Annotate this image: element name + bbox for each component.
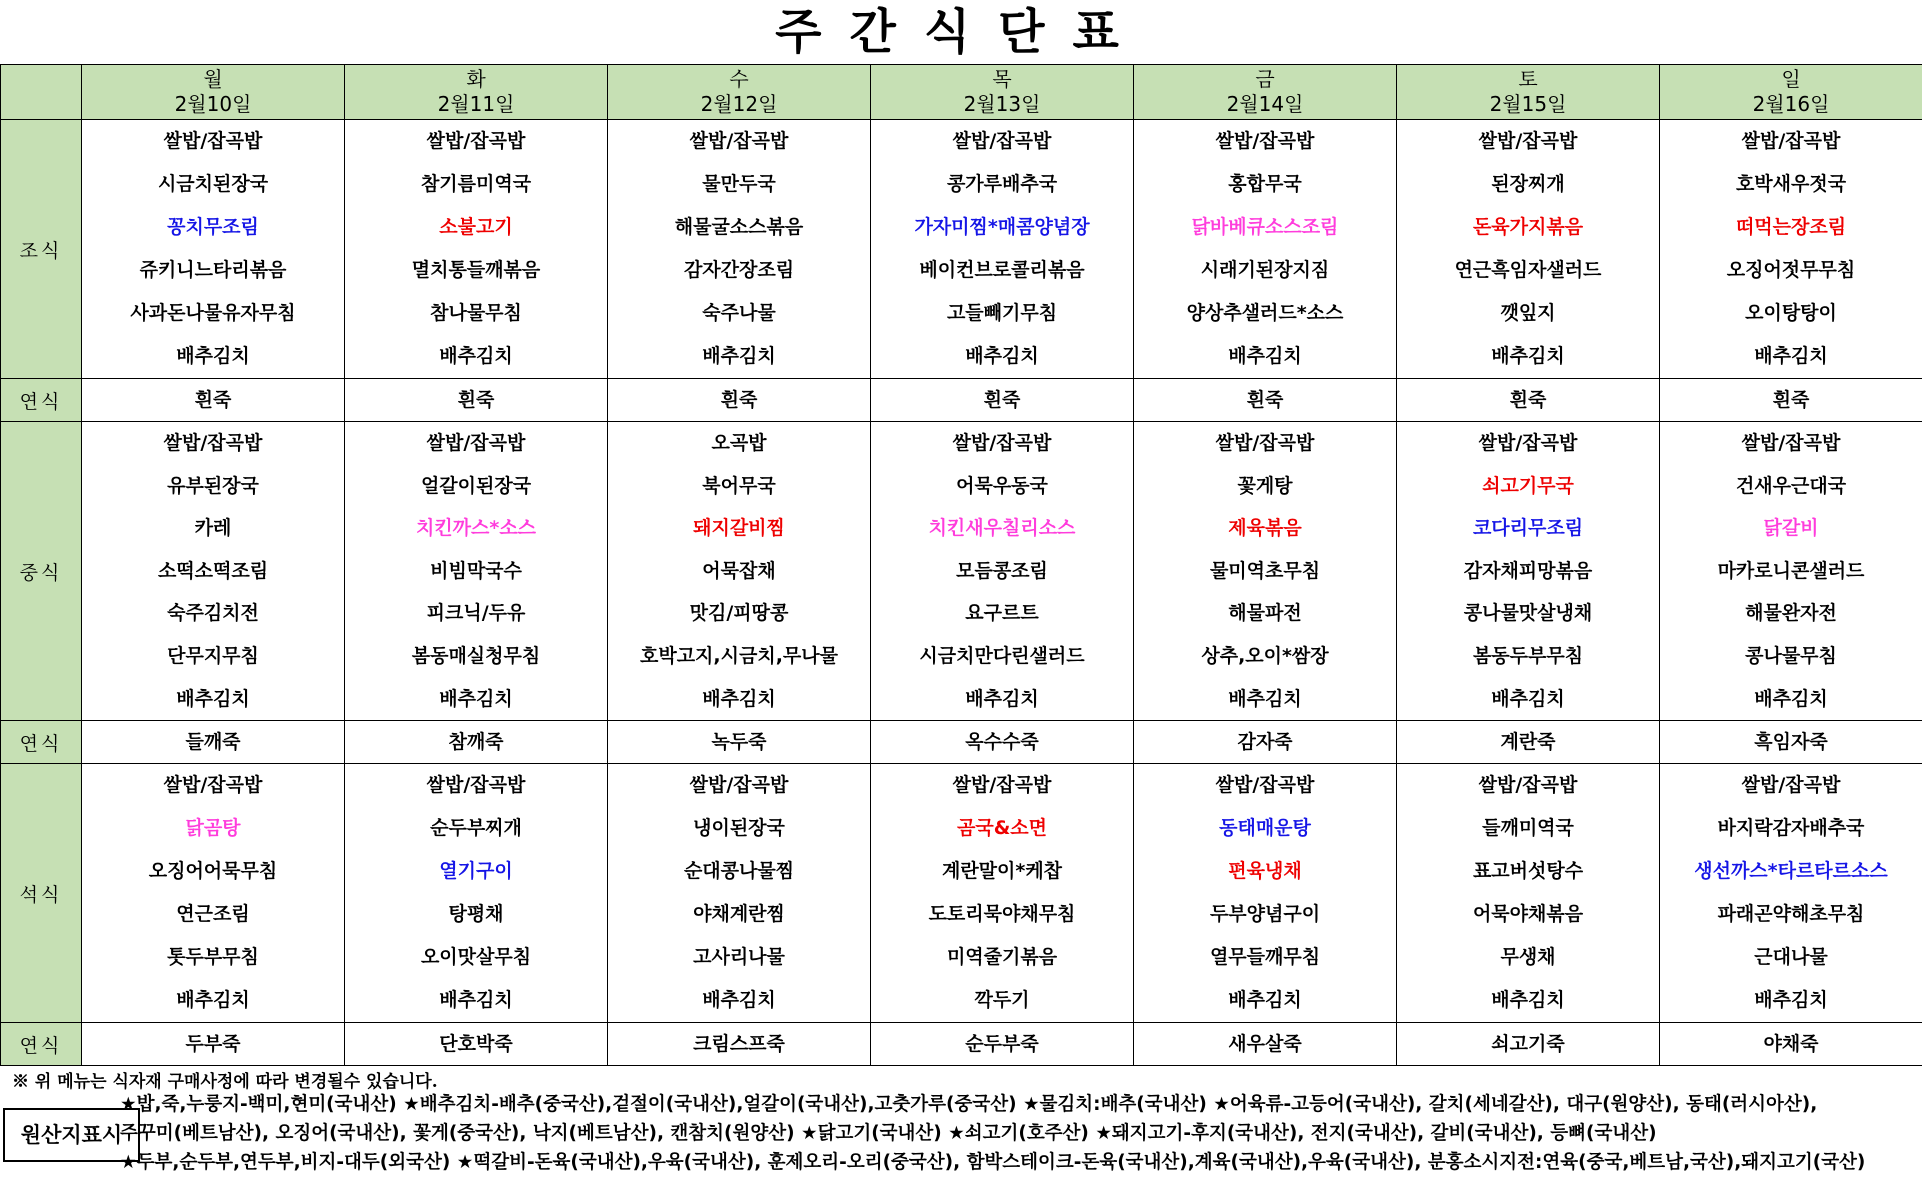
meal-cell (608, 721, 871, 764)
meal-cell (871, 721, 1134, 764)
dish-item: 깍두기 (974, 989, 1030, 1012)
meal-cell (871, 120, 1134, 379)
dish-item: 쌀밥/잡곡밥 (689, 774, 789, 797)
dish-item: 단호박죽 (439, 1033, 513, 1056)
day-date: 2월14일 (1226, 92, 1304, 116)
meal-cell (608, 422, 871, 721)
dish-item: 쌀밥/잡곡밥 (952, 432, 1052, 454)
dish-item: 해물파전 (1228, 602, 1302, 625)
dish-item: 얼갈이된장국 (420, 474, 532, 497)
meal-cell (345, 422, 608, 721)
day-name: 금 (1255, 67, 1275, 91)
dish-item: 닭곰탕 (185, 817, 241, 840)
dish-item: 떠먹는장조림 (1735, 216, 1847, 238)
meal-cell (1660, 764, 1922, 1023)
dish-item: 닭바베큐소스조림 (1191, 216, 1339, 238)
dish-item: 크림스프죽 (693, 1033, 785, 1056)
day-name: 수 (729, 67, 749, 91)
dish-item: 계란말이*케찹 (941, 860, 1063, 883)
meal-cell (1134, 379, 1397, 422)
dish-item: 참깨죽 (448, 731, 504, 754)
meal-label: 연식 (1, 1023, 82, 1066)
dish-item: 쌀밥/잡곡밥 (1215, 774, 1315, 797)
dish-item: 제육볶음 (1228, 517, 1302, 540)
dish-item: 편육냉채 (1228, 860, 1302, 883)
dish-item: 배추김치 (1228, 345, 1302, 367)
dish-item: 해물굴소스볶음 (674, 216, 804, 238)
dish-item: 해물완자전 (1745, 602, 1837, 625)
dish-item: 흰죽 (720, 389, 758, 411)
day-header (1660, 65, 1922, 120)
dish-item: 꽃게탕 (1237, 474, 1293, 497)
meal-cell (345, 764, 608, 1023)
dish-item: 쌀밥/잡곡밥 (163, 432, 263, 454)
dish-item: 쌀밥/잡곡밥 (1478, 130, 1578, 152)
dish-item: 배추김치 (1491, 687, 1565, 710)
dish-item: 어묵우동국 (956, 474, 1048, 497)
dish-item: 닭갈비 (1763, 517, 1819, 540)
dish-item: 무생채 (1500, 946, 1556, 969)
dish-item: 쌀밥/잡곡밥 (1478, 774, 1578, 797)
dish-item: 흰죽 (1246, 389, 1284, 411)
dish-item: 콩나물무침 (1745, 644, 1837, 667)
dish-item: 쌀밥/잡곡밥 (426, 774, 526, 797)
meal-row (1, 120, 1922, 379)
dish-item: 쇠고기죽 (1491, 1033, 1565, 1056)
meal-cell (871, 1023, 1134, 1066)
dish-item: 쌀밥/잡곡밥 (952, 774, 1052, 797)
meal-cell (1134, 764, 1397, 1023)
dish-item: 쇠고기무국 (1482, 474, 1574, 497)
dish-item: 동태매운탕 (1219, 817, 1311, 840)
dish-item: 녹두죽 (711, 731, 767, 754)
meal-cell (1660, 379, 1922, 422)
dish-item: 연근흑임자샐러드 (1454, 259, 1602, 281)
dish-item: 탕평채 (448, 903, 504, 926)
meal-cell (871, 764, 1134, 1023)
dish-item: 들깨죽 (185, 731, 241, 754)
dish-item: 새우살죽 (1228, 1033, 1302, 1056)
meal-cell (608, 379, 871, 422)
dish-item: 파래곤약해초무침 (1717, 903, 1865, 926)
dish-item: 시금치만다린샐러드 (919, 644, 1085, 667)
meal-cell (345, 379, 608, 422)
day-date: 2월16일 (1752, 92, 1830, 116)
dish-item: 근대나물 (1754, 946, 1828, 969)
day-header (1397, 65, 1660, 120)
meal-cell (1397, 721, 1660, 764)
dish-item: 쌀밥/잡곡밥 (689, 130, 789, 152)
dish-item: 배추김치 (176, 989, 250, 1012)
dish-item: 맛김/피땅콩 (689, 602, 789, 625)
dish-item: 흰죽 (457, 389, 495, 411)
dish-item: 비빔막국수 (430, 559, 522, 582)
dish-item: 생선까스*타르타르소스 (1694, 860, 1888, 883)
dish-item: 상추,오이*쌈장 (1201, 644, 1329, 667)
dish-item: 고들빼기무침 (946, 302, 1058, 324)
dish-item: 고사리나물 (693, 946, 785, 969)
dish-item: 곰국&소면 (957, 817, 1047, 840)
dish-item: 쥬키니느타리볶음 (139, 259, 287, 281)
dish-item: 배추김치 (965, 345, 1039, 367)
dish-item: 물미역초무침 (1209, 559, 1321, 582)
dish-item: 오곡밥 (711, 432, 767, 454)
dish-item: 봄동매실청무침 (411, 644, 541, 667)
dish-item: 콩나물맛살냉채 (1463, 602, 1593, 625)
dish-item: 쌀밥/잡곡밥 (952, 130, 1052, 152)
dish-item: 멸치통들깨볶음 (411, 259, 541, 281)
meal-cell (1660, 422, 1922, 721)
meal-cell (608, 764, 871, 1023)
meal-cell (345, 1023, 608, 1066)
dish-item: 쌀밥/잡곡밥 (426, 130, 526, 152)
meal-cell (1660, 1023, 1922, 1066)
day-header-row (1, 65, 1922, 120)
dish-item: 순두부죽 (965, 1033, 1039, 1056)
dish-item: 북어무국 (702, 474, 776, 497)
day-name: 일 (1781, 67, 1801, 91)
header-corner (1, 65, 82, 120)
dish-item: 코다리무조림 (1472, 517, 1584, 540)
dish-item: 양상추샐러드*소스 (1186, 302, 1344, 324)
dish-item: 연근조림 (176, 903, 250, 926)
dish-item: 배추김치 (439, 345, 513, 367)
dish-item: 홍합무국 (1228, 173, 1302, 195)
dish-item: 표고버섯탕수 (1472, 860, 1584, 883)
meal-cell (871, 422, 1134, 721)
dish-item: 도토리묵야채무침 (928, 903, 1076, 926)
day-date: 2월10일 (174, 92, 252, 116)
day-name: 월 (203, 67, 223, 91)
dish-item: 흰죽 (983, 389, 1021, 411)
dish-item: 두부죽 (185, 1033, 241, 1056)
dish-item: 옥수수죽 (965, 731, 1039, 754)
dish-item: 톳두부무침 (167, 946, 259, 969)
dish-item: 피크닉/두유 (426, 602, 526, 625)
dish-item: 배추김치 (965, 687, 1039, 710)
meal-cell (871, 379, 1134, 422)
dish-item: 쌀밥/잡곡밥 (426, 432, 526, 454)
day-header (1134, 65, 1397, 120)
dish-item: 쌀밥/잡곡밥 (1215, 432, 1315, 454)
dish-item: 들깨미역국 (1482, 817, 1574, 840)
dish-item: 흰죽 (1509, 389, 1547, 411)
dish-item: 배추김치 (1228, 989, 1302, 1012)
meal-cell (1660, 721, 1922, 764)
dish-item: 배추김치 (1754, 989, 1828, 1012)
day-header (871, 65, 1134, 120)
dish-item: 배추김치 (1754, 687, 1828, 710)
meal-cell (1134, 120, 1397, 379)
meal-cell (82, 1023, 345, 1066)
dish-item: 된장찌개 (1491, 173, 1565, 195)
menu-table (0, 64, 1922, 1066)
meal-cell (82, 379, 345, 422)
meal-label: 연식 (1, 379, 82, 422)
meal-cell (82, 422, 345, 721)
dish-item: 두부양념구이 (1209, 903, 1321, 926)
day-name: 목 (992, 67, 1012, 91)
origin-line: ★밥,죽,누룽지-백미,현미(국내산) ★배추김치-배추(중국산),겉절이(국내산),얼갈이(국내산),고춧가루(중국산) ★물김치:배추(국내산) ★어육류-고등어(국내산), 갈치(세네갈산), 대구(원양산), 동태(러시아산), (120, 1094, 1818, 1115)
meal-row (1, 1023, 1922, 1066)
origin-info (120, 1090, 1920, 1177)
dish-item: 쌀밥/잡곡밥 (163, 130, 263, 152)
meal-cell (1397, 764, 1660, 1023)
dish-item: 배추김치 (439, 687, 513, 710)
meal-cell (608, 120, 871, 379)
meal-cell (1660, 120, 1922, 379)
dish-item: 호박새우젓국 (1735, 173, 1847, 195)
origin-line: 주꾸미(베트남산), 오징어(국내산), 꽃게(중국산), 낙지(베트남산), 캔참치(원양산) ★닭고기(국내산) ★쇠고기(호주산) ★돼지고기-후지(국내산), 전지(국내산), 갈비(국내산), 등뼈(국내산) (120, 1123, 1657, 1144)
day-date: 2월13일 (963, 92, 1041, 116)
dish-item: 계란죽 (1500, 731, 1556, 754)
meal-label: 석식 (1, 764, 82, 1023)
dish-item: 배추김치 (1491, 989, 1565, 1012)
dish-item: 순대콩나물찜 (683, 860, 795, 883)
dish-item: 배추김치 (176, 687, 250, 710)
meal-cell (1134, 422, 1397, 721)
meal-cell (1397, 422, 1660, 721)
dish-item: 치킨새우칠리소스 (928, 517, 1076, 540)
dish-item: 쌀밥/잡곡밥 (1215, 130, 1315, 152)
meal-label: 중식 (1, 422, 82, 721)
meal-cell (345, 721, 608, 764)
dish-item: 소불고기 (439, 216, 513, 238)
dish-item: 감자죽 (1237, 731, 1293, 754)
dish-item: 쌀밥/잡곡밥 (163, 774, 263, 797)
origin-line: ★두부,순두부,연두부,비지-대두(외국산) ★떡갈비-돈육(국내산),우육(국내산), 훈제오리-오리(중국산), 함박스테이크-돈육(국내산),계육(국내산),우육(국내산), 분홍소시지전:연육(중국,베트남,국산),돼지고기(국산) (120, 1152, 1866, 1173)
day-header (82, 65, 345, 120)
meal-row (1, 721, 1922, 764)
dish-item: 흰죽 (1772, 389, 1810, 411)
dish-item: 미역줄기볶음 (946, 946, 1058, 969)
dish-item: 냉이된장국 (693, 817, 785, 840)
dish-item: 물만두국 (702, 173, 776, 195)
origin-label: 원산지표시 (3, 1108, 140, 1162)
dish-item: 시래기된장지짐 (1200, 259, 1330, 281)
page-title: 주간식단표 (775, 4, 1147, 60)
day-date: 2월12일 (700, 92, 778, 116)
dish-item: 배추김치 (702, 989, 776, 1012)
dish-item: 콩가루배추국 (946, 173, 1058, 195)
dish-item: 요구르트 (965, 602, 1039, 625)
dish-item: 오징어어묵무침 (148, 860, 278, 883)
dish-item: 쌀밥/잡곡밥 (1741, 130, 1841, 152)
dish-item: 오징어젓무무침 (1726, 259, 1856, 281)
day-name: 화 (466, 67, 486, 91)
dish-item: 돈육가지볶음 (1472, 216, 1584, 238)
meal-cell (1397, 379, 1660, 422)
dish-item: 어묵야채볶음 (1472, 903, 1584, 926)
dish-item: 야채죽 (1763, 1033, 1819, 1056)
dish-item: 마카로니콘샐러드 (1717, 559, 1865, 582)
dish-item: 배추김치 (439, 989, 513, 1012)
dish-item: 감자간장조림 (683, 259, 795, 281)
dish-item: 치킨까스*소스 (415, 517, 537, 540)
dish-item: 건새우근대국 (1735, 474, 1847, 497)
dish-item: 배추김치 (1754, 345, 1828, 367)
dish-item: 사과돈나물유자무침 (130, 302, 296, 324)
dish-item: 숙주나물 (702, 302, 776, 324)
dish-item: 오이맛살무침 (420, 946, 532, 969)
dish-item: 열무들깨무침 (1209, 946, 1321, 969)
dish-item: 단무지무침 (167, 644, 259, 667)
meal-row (1, 422, 1922, 721)
dish-item: 카레 (194, 517, 232, 540)
dish-item: 쌀밥/잡곡밥 (1478, 432, 1578, 454)
dish-item: 베이컨브로콜리볶음 (919, 259, 1085, 281)
dish-item: 시금치된장국 (157, 173, 269, 195)
meal-cell (82, 764, 345, 1023)
dish-item: 참기름미역국 (420, 173, 532, 195)
dish-item: 흑임자죽 (1754, 731, 1828, 754)
day-header (345, 65, 608, 120)
dish-item: 바지락감자배추국 (1717, 817, 1865, 840)
meal-row (1, 764, 1922, 1023)
dish-item: 야채계란찜 (693, 903, 785, 926)
day-date: 2월15일 (1489, 92, 1567, 116)
meal-label: 연식 (1, 721, 82, 764)
notice-text: ※ 위 메뉴는 식자재 구매사정에 따라 변경될수 있습니다. (12, 1072, 438, 1092)
dish-item: 쌀밥/잡곡밥 (1741, 432, 1841, 454)
meal-cell (1134, 721, 1397, 764)
meal-row (1, 379, 1922, 422)
day-header (608, 65, 871, 120)
meal-cell (1397, 1023, 1660, 1066)
dish-item: 배추김치 (1491, 345, 1565, 367)
meal-cell (82, 721, 345, 764)
dish-item: 순두부찌개 (430, 817, 522, 840)
dish-item: 꽁치무조림 (167, 216, 259, 238)
dish-item: 열기구이 (439, 860, 513, 883)
dish-item: 모듬콩조림 (956, 559, 1048, 582)
dish-item: 감자채피망볶음 (1463, 559, 1593, 582)
day-name: 토 (1518, 67, 1538, 91)
dish-item: 어묵잡채 (702, 559, 776, 582)
dish-item: 돼지갈비찜 (693, 517, 785, 540)
meal-cell (1397, 120, 1660, 379)
dish-item: 흰죽 (194, 389, 232, 411)
meal-label: 조식 (1, 120, 82, 379)
dish-item: 배추김치 (702, 687, 776, 710)
dish-item: 가자미찜*매콤양념장 (914, 216, 1090, 238)
dish-item: 호박고지,시금치,무나물 (640, 644, 838, 667)
dish-item: 유부된장국 (167, 474, 259, 497)
menu-body (1, 120, 1922, 1066)
dish-item: 참나물무침 (430, 302, 522, 324)
dish-item: 오이탕탕이 (1745, 302, 1837, 324)
dish-item: 봄동두부무침 (1472, 644, 1584, 667)
dish-item: 깻잎지 (1500, 302, 1556, 324)
dish-item: 소떡소떡조림 (157, 559, 269, 582)
meal-cell (82, 120, 345, 379)
meal-cell (345, 120, 608, 379)
meal-cell (608, 1023, 871, 1066)
dish-item: 배추김치 (176, 345, 250, 367)
day-date: 2월11일 (437, 92, 515, 116)
dish-item: 쌀밥/잡곡밥 (1741, 774, 1841, 797)
dish-item: 배추김치 (702, 345, 776, 367)
dish-item: 배추김치 (1228, 687, 1302, 710)
meal-cell (1134, 1023, 1397, 1066)
dish-item: 숙주김치전 (167, 602, 259, 625)
